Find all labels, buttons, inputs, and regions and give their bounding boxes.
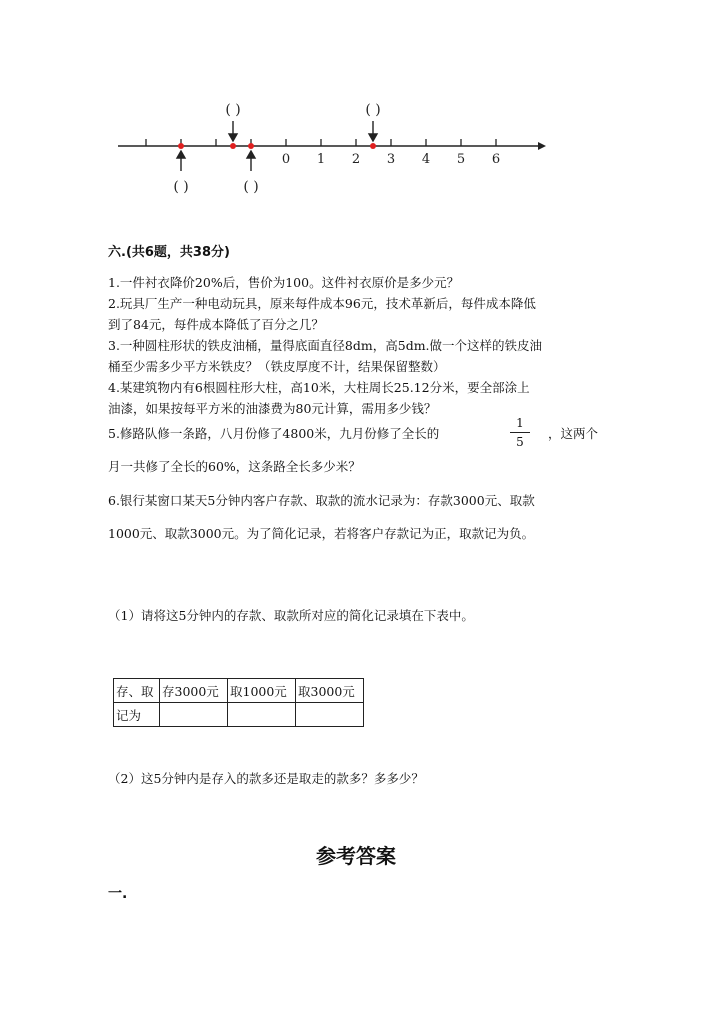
table-cell: 取1000元 xyxy=(228,679,296,703)
down-arrow-head xyxy=(229,134,237,141)
tick-label: 2 xyxy=(351,152,361,167)
table-cell-blank[interactable] xyxy=(160,703,228,727)
number-line-figure xyxy=(110,95,550,205)
question-6-line2: 1000元、取款3000元。为了简化记录，若将客户存款记为正，取款记为负。 xyxy=(108,526,535,541)
fraction-bar xyxy=(510,432,530,433)
point-c xyxy=(248,143,254,149)
up-arrow-head xyxy=(247,151,255,158)
table-cell: 取3000元 xyxy=(296,679,364,703)
table-cell: 存3000元 xyxy=(160,679,228,703)
point-d xyxy=(370,143,376,149)
tick-label: 3 xyxy=(386,152,396,167)
answers-title: 参考答案 xyxy=(316,844,396,868)
tick-label: 1 xyxy=(316,152,326,167)
sub-question-1: （1）请将这5分钟内的存款、取款所对应的简化记录填在下表中。 xyxy=(108,608,474,623)
table-row xyxy=(114,679,364,703)
up-arrow-head xyxy=(177,151,185,158)
tick-label: 5 xyxy=(456,152,466,167)
answers-part-1: 一. xyxy=(108,886,128,902)
question-5-line2: 月一共修了全长的60%，这条路全长多少米？ xyxy=(108,459,361,474)
question-5-part2: ，这两个 xyxy=(548,426,599,441)
tick-label: 6 xyxy=(491,152,501,167)
section-title: 六.(共6题，共38分) xyxy=(108,245,230,260)
question-3-line2: 桶至少需多少平方米铁皮？（铁皮厚度不计，结果保留整数） xyxy=(108,359,446,374)
point-b xyxy=(230,143,236,149)
down-arrow-head xyxy=(369,134,377,141)
tick-label: 4 xyxy=(421,152,431,167)
table-cell-blank[interactable] xyxy=(296,703,364,727)
tick-label: 0 xyxy=(281,152,291,167)
answer-blank: ( ) xyxy=(243,179,259,195)
point-a xyxy=(178,143,184,149)
fraction-numerator: 1 xyxy=(516,416,524,430)
answer-blank: ( ) xyxy=(365,102,381,118)
question-5-part1: 5.修路队修一条路，八月份修了4800米，九月份修了全长的 xyxy=(108,426,440,441)
deposit-withdraw-table xyxy=(113,678,364,727)
question-3-line1: 3.一种圆柱形状的铁皮油桶，量得底面直径8dm，高5dm.做一个这样的铁皮油 xyxy=(108,338,543,353)
question-2-line2: 到了84元，每件成本降低了百分之几？ xyxy=(108,317,324,332)
question-4-line2: 油漆，如果按每平方米的油漆费为80元计算，需用多少钱？ xyxy=(108,401,437,416)
table-cell: 记为 xyxy=(114,703,160,727)
number-line-ticks xyxy=(146,139,496,146)
table-row xyxy=(114,703,364,727)
question-1: 1.一件衬衣降价20%后，售价为100。这件衬衣原价是多少元？ xyxy=(108,275,460,290)
question-4-line1: 4.某建筑物内有6根圆柱形大柱，高10米，大柱周长25.12分米，要全部涂上 xyxy=(108,380,530,395)
answer-blank: ( ) xyxy=(225,102,241,118)
number-line-arrowhead xyxy=(538,142,546,150)
fraction-denominator: 5 xyxy=(516,435,524,449)
sub-question-2: （2）这5分钟内是存入的款多还是取走的款多？多多少？ xyxy=(108,771,424,786)
answer-blank: ( ) xyxy=(173,179,189,195)
question-2-line1: 2.玩具厂生产一种电动玩具，原来每件成本96元，技术革新后，每件成本降低 xyxy=(108,296,536,311)
table-cell: 存、取 xyxy=(114,679,160,703)
fraction-one-fifth xyxy=(510,416,530,449)
table-cell-blank[interactable] xyxy=(228,703,296,727)
question-6-line1: 6.银行某窗口某天5分钟内客户存款、取款的流水记录为：存款3000元、取款 xyxy=(108,493,535,508)
